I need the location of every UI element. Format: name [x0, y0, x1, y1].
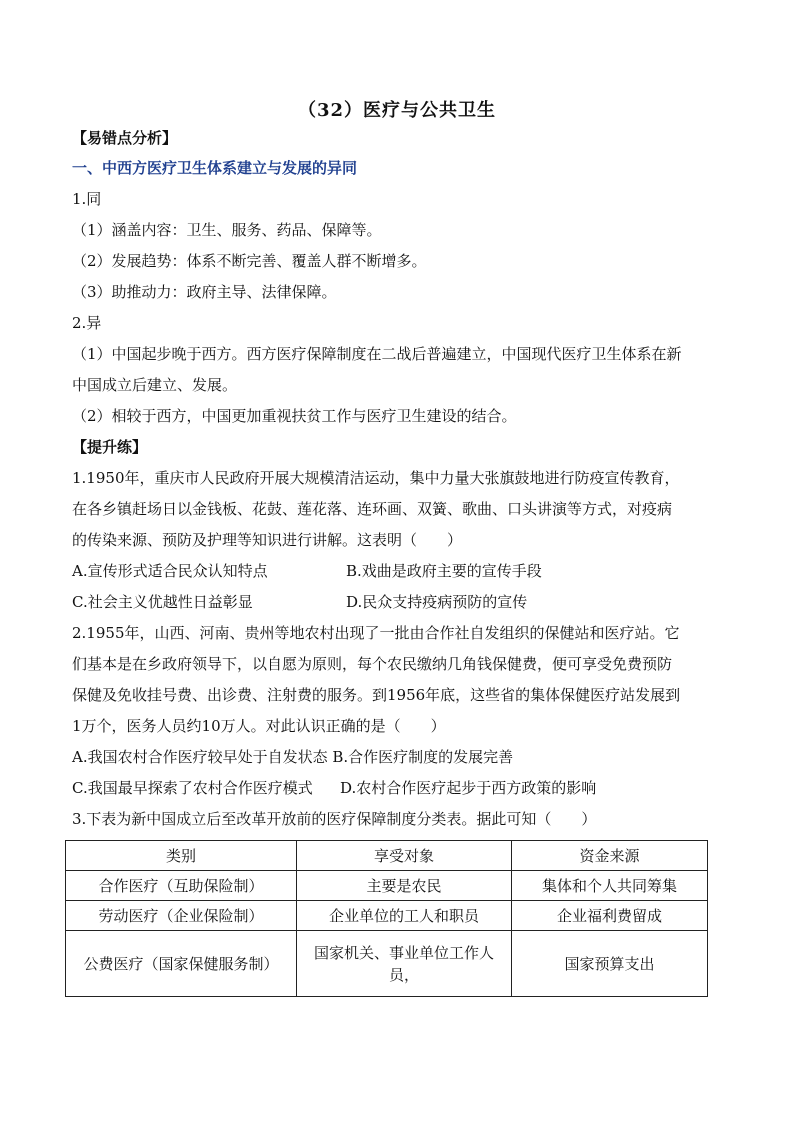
q2-option-ab: A.我国农村合作医疗较早处于自发状态 B.合作医疗制度的发展完善 — [72, 748, 514, 766]
same-item-3: （3）助推动力：政府主导、法律保障。 — [72, 283, 337, 301]
same-label: 1.同 — [72, 190, 102, 208]
point1-heading: 一、中西方医疗卫生体系建立与发展的异同 — [72, 159, 358, 177]
table-header-row — [66, 841, 708, 871]
q1-option-a: A.宣传形式适合民众认知特点 — [72, 562, 268, 580]
q2-stem-line-4: 1万个，医务人员约10万人。对此认识正确的是（ ） — [72, 717, 446, 735]
medical-system-table — [65, 840, 708, 997]
q2-stem-line-3: 保健及免收挂号费、出诊费、注射费的服务。到1956年底，这些省的集体保健医疗站发展到 — [72, 686, 681, 704]
q2-stem-line-2: 们基本是在乡政府领导下，以自愿为原则，每个农民缴纳几角钱保健费，便可享受免费预防 — [72, 655, 673, 673]
q1-option-b: B.戏曲是政府主要的宣传手段 — [346, 562, 542, 580]
table-cell: 合作医疗（互助保险制） — [66, 871, 297, 901]
table-cell: 公费医疗（国家保健服务制） — [66, 931, 297, 997]
table-cell: 集体和个人共同筹集 — [512, 871, 708, 901]
q2-option-d: D.农村合作医疗起步于西方政策的影响 — [340, 779, 597, 797]
q1-stem-line-3: 的传染来源、预防及护理等知识进行讲解。这表明（ ） — [72, 531, 463, 549]
table-header-cell: 资金来源 — [512, 841, 708, 871]
table-row — [66, 871, 708, 901]
diff-item-2: （2）相较于西方，中国更加重视扶贫工作与医疗卫生建设的结合。 — [72, 407, 517, 425]
table-header-cell: 享受对象 — [297, 841, 512, 871]
q1-option-c: C.社会主义优越性日益彰显 — [72, 593, 253, 611]
diff-item-1-line-2: 中国成立后建立、发展。 — [72, 376, 238, 394]
table-cell: 企业福利费留成 — [512, 901, 708, 931]
analysis-heading: 【易错点分析】 — [72, 129, 178, 147]
table-row — [66, 901, 708, 931]
q1-stem-line-2: 在各乡镇赶场日以金钱板、花鼓、莲花落、连环画、双簧、歌曲、口头讲演等方式，对疫病 — [72, 500, 673, 518]
q2-option-c: C.我国最早探索了农村合作医疗模式 — [72, 779, 313, 797]
diff-item-1-line-1: （1）中国起步晚于西方。西方医疗保障制度在二战后普遍建立，中国现代医疗卫生体系在新 — [72, 345, 682, 363]
same-item-2: （2）发展趋势：体系不断完善、覆盖人群不断增多。 — [72, 252, 427, 270]
table-header-cell: 类别 — [66, 841, 297, 871]
table-cell: 劳动医疗（企业保险制） — [66, 901, 297, 931]
table-cell: 企业单位的工人和职员 — [297, 901, 512, 931]
table-cell: 主要是农民 — [297, 871, 512, 901]
q1-stem-line-1: 1.1950年，重庆市人民政府开展大规模清洁运动，集中力量大张旗鼓地进行防疫宣传教育， — [72, 469, 680, 487]
same-item-1: （1）涵盖内容：卫生、服务、药品、保障等。 — [72, 221, 382, 239]
diff-label: 2.异 — [72, 314, 102, 332]
table-cell: 国家预算支出 — [512, 931, 708, 997]
q2-stem-line-1: 2.1955年，山西、河南、贵州等地农村出现了一批由合作社自发组织的保健站和医疗站。它 — [72, 624, 680, 642]
practice-heading: 【提升练】 — [72, 438, 148, 456]
page-title: （32）医疗与公共卫生 — [297, 100, 497, 121]
table-row — [66, 931, 708, 997]
table-cell: 国家机关、事业单位工作人员， — [297, 931, 512, 997]
q1-option-d: D.民众支持疫病预防的宣传 — [346, 593, 528, 611]
q3-stem: 3.下表为新中国成立后至改革开放前的医疗保障制度分类表。据此可知（ ） — [72, 810, 597, 828]
